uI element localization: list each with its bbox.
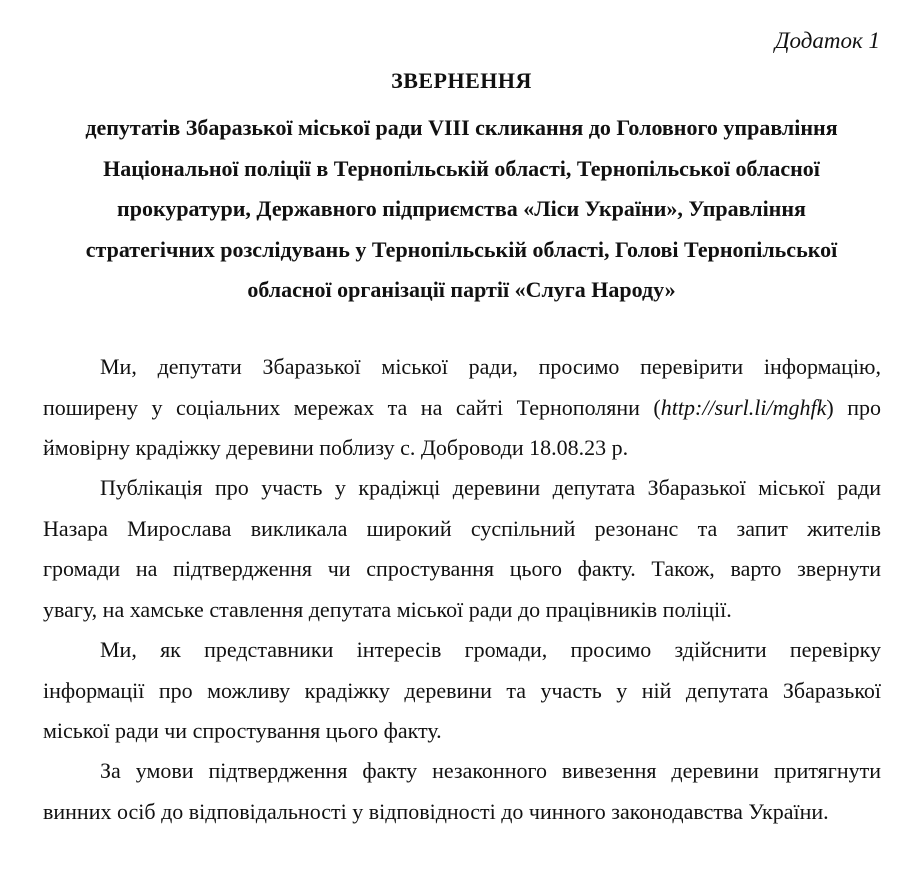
paragraph-text: ) про: [826, 394, 881, 420]
paragraph-line: Публікація про участь у крадіжці деревини депутата Збаразької міської ради: [100, 475, 881, 500]
paragraph-request: [43, 347, 881, 469]
document-subtitle: [45, 108, 878, 311]
subtitle-line: депутатів Збаразької міської ради VIII скликання до Головного управління: [85, 115, 838, 140]
paragraph-line: Назара Мирослава викликала широкий суспільний резонанс та запит жителів: [43, 515, 881, 541]
document-title: ЗВЕРНЕННЯ: [391, 68, 532, 93]
paragraph-line: увагу, на хамське ставлення депутата міської ради до працівників поліції.: [43, 596, 732, 622]
paragraph-line: [43, 388, 881, 429]
paragraph-line: ймовірну крадіжку деревини поблизу с. Доброводи 18.08.23 р.: [43, 435, 629, 460]
appendix-label: Додаток 1: [774, 28, 880, 53]
paragraph-line: винних осіб до відповідальності у відповідності до чинного законодавства України.: [43, 798, 829, 824]
paragraph-verification: [43, 630, 881, 752]
paragraph-conditions: [43, 751, 881, 832]
paragraph-publication: [43, 468, 881, 630]
paragraph-line: Ми, як представники інтересів громади, просимо здійснити перевірку: [100, 637, 881, 662]
paragraph-text: поширену у соціальних мережах та на сайті Тернополяни (: [43, 394, 661, 420]
paragraph-line: громади на підтвердження чи спростування цього факту. Також, варто звернути: [43, 556, 881, 581]
subtitle-line: прокуратури, Державного підприємства «Ліси України», Управління: [117, 196, 806, 221]
paragraph-line: За умови підтвердження факту незаконного вивезення деревини притягнути: [100, 758, 881, 783]
paragraph-line: Ми, депутати Збаразької міської ради, просимо перевірити інформацію,: [100, 354, 881, 379]
source-link[interactable]: http://surl.li/mghfk: [660, 394, 827, 420]
subtitle-line: обласної організації партії «Слуга Народу»: [247, 277, 676, 302]
subtitle-line: Національної поліції в Тернопільській області, Тернопільської обласної: [103, 155, 820, 181]
paragraph-line: міської ради чи спростування цього факту.: [43, 718, 442, 743]
subtitle-line: стратегічних розслідувань у Тернопільській області, Голові Тернопільської: [85, 236, 838, 262]
paragraph-line: інформації про можливу крадіжку деревини та участь у ній депутата Збаразької: [43, 677, 881, 703]
